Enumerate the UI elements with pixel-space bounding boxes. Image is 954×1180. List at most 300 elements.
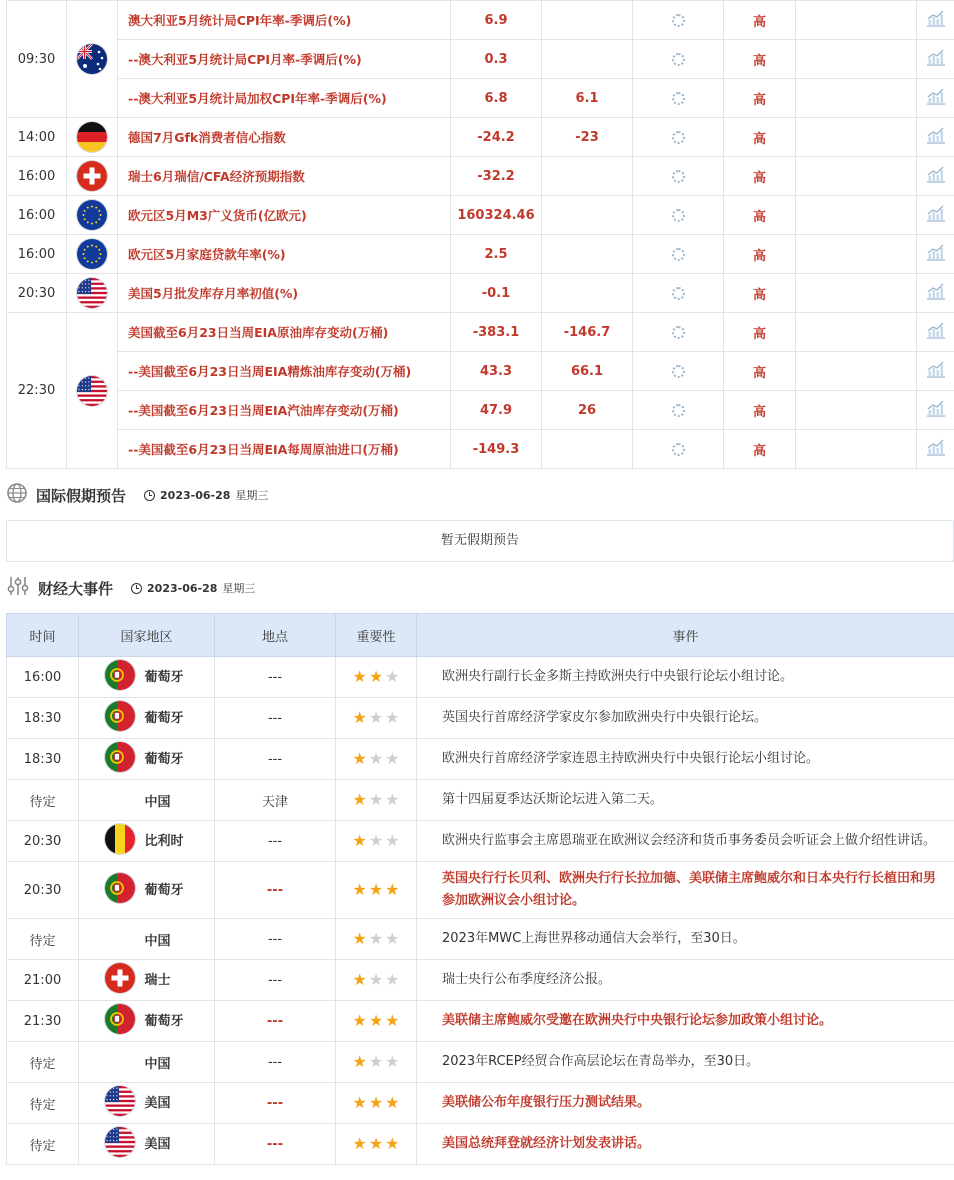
australia-flag-icon — [77, 44, 107, 74]
actual-value-pending — [633, 274, 724, 313]
importance-level: 高 — [724, 118, 796, 157]
star-icon: ★ — [385, 928, 400, 948]
usa-flag-icon — [77, 278, 107, 308]
country-flag — [67, 235, 118, 274]
event-importance — [336, 919, 417, 960]
chart-cell[interactable] — [917, 118, 954, 157]
star-icon: ★ — [352, 1133, 367, 1153]
loading-icon — [672, 209, 685, 222]
indicator-name[interactable]: 欧元区5月家庭贷款年率(%) — [118, 235, 451, 274]
events-weekday: 星期三 — [222, 582, 256, 595]
event-country — [79, 919, 215, 960]
actual-value-pending — [633, 196, 724, 235]
loading-icon — [672, 170, 685, 183]
event-importance — [336, 1083, 417, 1124]
loading-icon — [672, 92, 685, 105]
chart-icon[interactable] — [926, 399, 946, 421]
portugal-flag-icon — [105, 701, 135, 731]
indicator-row — [7, 391, 954, 430]
header-event: 事件 — [417, 614, 954, 657]
importance-stars — [352, 1133, 400, 1153]
forecast-value — [542, 430, 633, 469]
actual-value-pending — [633, 352, 724, 391]
indicator-row — [7, 352, 954, 391]
interpretation-cell — [796, 235, 917, 274]
star-icon: ★ — [352, 879, 367, 899]
holiday-weekday: 星期三 — [235, 489, 269, 502]
chart-icon[interactable] — [926, 360, 946, 382]
events-date — [131, 580, 255, 596]
event-row — [7, 1042, 954, 1083]
chart-cell[interactable] — [917, 40, 954, 79]
event-time: 20:30 — [7, 821, 79, 862]
star-icon: ★ — [385, 748, 400, 768]
star-icon: ★ — [352, 1010, 367, 1030]
indicator-name[interactable]: 德国7月Gfk消费者信心指数 — [118, 118, 451, 157]
holiday-section-title: 国际假期预告 — [36, 486, 127, 505]
indicator-name[interactable]: --美国截至6月23日当周EIA精炼油库存变动(万桶) — [118, 352, 451, 391]
indicator-row — [7, 118, 954, 157]
chart-cell[interactable] — [917, 391, 954, 430]
importance-stars — [352, 789, 400, 809]
forecast-value: -146.7 — [542, 313, 633, 352]
event-location: --- — [215, 739, 336, 780]
event-location: --- — [215, 1083, 336, 1124]
event-time: 20:30 — [7, 862, 79, 919]
star-icon: ★ — [368, 830, 384, 850]
holiday-date — [144, 487, 268, 503]
forecast-value — [542, 40, 633, 79]
loading-icon — [672, 365, 685, 378]
indicator-name[interactable]: --美国截至6月23日当周EIA汽油库存变动(万桶) — [118, 391, 451, 430]
interpretation-cell — [796, 157, 917, 196]
importance-level: 高 — [724, 274, 796, 313]
event-time: 待定 — [7, 780, 79, 821]
star-icon: ★ — [385, 707, 400, 727]
chart-cell[interactable] — [917, 235, 954, 274]
star-icon: ★ — [352, 707, 367, 727]
star-icon: ★ — [368, 707, 384, 727]
event-importance — [336, 1001, 417, 1042]
indicator-row — [7, 40, 954, 79]
holiday-section-header — [6, 480, 268, 510]
germany-flag-icon — [77, 122, 107, 152]
previous-value: -383.1 — [451, 313, 542, 352]
event-description: 美联储主席鲍威尔受邀在欧洲央行中央银行论坛参加政策小组讨论。 — [417, 1001, 954, 1042]
star-icon: ★ — [385, 1133, 400, 1153]
usa-flag-icon — [105, 1127, 135, 1157]
chart-cell[interactable] — [917, 1, 954, 40]
country-flag — [67, 274, 118, 313]
release-time: 20:30 — [7, 274, 67, 313]
actual-value-pending — [633, 1, 724, 40]
star-icon: ★ — [385, 789, 400, 809]
actual-value-pending — [633, 118, 724, 157]
loading-icon — [672, 404, 685, 417]
events-table — [6, 613, 954, 1165]
event-country — [79, 780, 215, 821]
chart-cell[interactable] — [917, 430, 954, 469]
events-section-title: 财经大事件 — [38, 579, 114, 598]
event-location: --- — [215, 919, 336, 960]
chart-cell[interactable] — [917, 352, 954, 391]
event-location: --- — [215, 1124, 336, 1165]
event-country — [79, 1124, 215, 1165]
event-importance — [336, 862, 417, 919]
country-flag — [67, 1, 118, 118]
indicator-name[interactable]: --澳大利亚5月统计局CPI月率-季调后(%) — [118, 40, 451, 79]
previous-value: 2.5 — [451, 235, 542, 274]
importance-level: 高 — [724, 1, 796, 40]
loading-icon — [672, 14, 685, 27]
event-time: 待定 — [7, 1042, 79, 1083]
forecast-value: -23 — [542, 118, 633, 157]
previous-value: 6.9 — [451, 1, 542, 40]
event-row — [7, 862, 954, 919]
header-country: 国家地区 — [79, 614, 215, 657]
indicator-row — [7, 313, 954, 352]
event-description: 英国央行行长贝利、欧洲央行行长拉加德、美联储主席鲍威尔和日本央行行长植田和男参加欧洲议会小组讨论。 — [417, 862, 954, 919]
country-name: 中国 — [144, 1056, 171, 1072]
importance-stars — [352, 830, 400, 850]
event-row — [7, 780, 954, 821]
star-icon: ★ — [385, 830, 400, 850]
chart-cell[interactable] — [917, 196, 954, 235]
portugal-flag-icon — [105, 742, 135, 772]
indicator-row — [7, 274, 954, 313]
event-description: 2023年RCEP经贸合作高层论坛在青岛举办，至30日。 — [417, 1042, 954, 1083]
event-country — [79, 1042, 215, 1083]
event-description: 美联储公布年度银行压力测试结果。 — [417, 1083, 954, 1124]
event-importance — [336, 657, 417, 698]
actual-value-pending — [633, 79, 724, 118]
portugal-flag-icon — [105, 873, 135, 903]
events-section-header — [6, 573, 255, 603]
chart-icon[interactable] — [926, 165, 946, 187]
chart-icon[interactable] — [926, 204, 946, 226]
event-location: --- — [215, 1042, 336, 1083]
forecast-value: 66.1 — [542, 352, 633, 391]
event-country — [79, 657, 215, 698]
star-icon: ★ — [385, 666, 400, 686]
event-location: --- — [215, 862, 336, 919]
event-row — [7, 821, 954, 862]
indicator-name[interactable]: 美国5月批发库存月率初值(%) — [118, 274, 451, 313]
importance-stars — [352, 666, 400, 686]
interpretation-cell — [796, 274, 917, 313]
importance-level: 高 — [724, 430, 796, 469]
importance-level: 高 — [724, 391, 796, 430]
event-location: --- — [215, 698, 336, 739]
event-description: 欧洲央行副行长金多斯主持欧洲央行中央银行论坛小组讨论。 — [417, 657, 954, 698]
indicator-name[interactable]: 美国截至6月23日当周EIA原油库存变动(万桶) — [118, 313, 451, 352]
star-icon: ★ — [368, 1051, 384, 1071]
event-time: 18:30 — [7, 739, 79, 780]
event-location: --- — [215, 821, 336, 862]
star-icon: ★ — [368, 1092, 384, 1112]
forecast-value — [542, 1, 633, 40]
interpretation-cell — [796, 79, 917, 118]
previous-value: -0.1 — [451, 274, 542, 313]
eu-flag-icon — [77, 200, 107, 230]
star-icon: ★ — [352, 748, 367, 768]
chart-cell[interactable] — [917, 313, 954, 352]
chart-icon[interactable] — [926, 126, 946, 148]
interpretation-cell — [796, 118, 917, 157]
release-time: 09:30 — [7, 1, 67, 118]
event-importance — [336, 821, 417, 862]
forecast-value: 6.1 — [542, 79, 633, 118]
star-icon: ★ — [368, 748, 384, 768]
event-time: 21:30 — [7, 1001, 79, 1042]
star-icon: ★ — [352, 830, 367, 850]
importance-stars — [352, 879, 400, 899]
star-icon: ★ — [385, 879, 400, 899]
indicator-row — [7, 157, 954, 196]
loading-icon — [672, 53, 685, 66]
previous-value: -32.2 — [451, 157, 542, 196]
economic-data-table — [6, 0, 954, 469]
star-icon: ★ — [385, 1051, 400, 1071]
event-country — [79, 739, 215, 780]
interpretation-cell — [796, 313, 917, 352]
interpretation-cell — [796, 1, 917, 40]
event-row — [7, 1083, 954, 1124]
loading-icon — [672, 443, 685, 456]
switzerland-flag-icon — [77, 161, 107, 191]
chart-icon[interactable] — [926, 9, 946, 31]
forecast-value — [542, 274, 633, 313]
star-icon: ★ — [368, 928, 384, 948]
importance-stars — [352, 707, 400, 727]
star-icon: ★ — [352, 969, 367, 989]
release-time: 14:00 — [7, 118, 67, 157]
event-description: 美国总统拜登就经济计划发表讲话。 — [417, 1124, 954, 1165]
chart-cell[interactable] — [917, 274, 954, 313]
loading-icon — [672, 287, 685, 300]
importance-level: 高 — [724, 352, 796, 391]
event-location: --- — [215, 657, 336, 698]
event-importance — [336, 1042, 417, 1083]
event-time: 待定 — [7, 1083, 79, 1124]
importance-level: 高 — [724, 313, 796, 352]
interpretation-cell — [796, 391, 917, 430]
event-time: 18:30 — [7, 698, 79, 739]
event-row — [7, 919, 954, 960]
country-name: 瑞士 — [144, 972, 171, 988]
country-flag — [67, 157, 118, 196]
event-location: --- — [215, 960, 336, 1001]
country-name: 中国 — [144, 933, 171, 949]
interpretation-cell — [796, 40, 917, 79]
interpretation-cell — [796, 196, 917, 235]
actual-value-pending — [633, 235, 724, 274]
actual-value-pending — [633, 430, 724, 469]
previous-value: 0.3 — [451, 40, 542, 79]
actual-value-pending — [633, 391, 724, 430]
star-icon: ★ — [352, 1051, 367, 1071]
country-name: 美国 — [144, 1136, 171, 1152]
portugal-flag-icon — [105, 1004, 135, 1034]
header-location: 地点 — [215, 614, 336, 657]
star-icon: ★ — [352, 666, 367, 686]
release-time: 16:00 — [7, 196, 67, 235]
loading-icon — [672, 248, 685, 261]
event-time: 21:00 — [7, 960, 79, 1001]
clock-icon — [144, 490, 155, 501]
star-icon: ★ — [352, 928, 367, 948]
interpretation-cell — [796, 352, 917, 391]
indicator-row — [7, 1, 954, 40]
events-table-header — [7, 614, 954, 657]
release-time: 22:30 — [7, 313, 67, 469]
event-description: 欧洲央行首席经济学家连恩主持欧洲央行中央银行论坛小组讨论。 — [417, 739, 954, 780]
loading-icon — [672, 326, 685, 339]
event-row — [7, 960, 954, 1001]
event-description: 2023年MWC上海世界移动通信大会举行，至30日。 — [417, 919, 954, 960]
event-location: 天津 — [215, 780, 336, 821]
event-row — [7, 698, 954, 739]
previous-value: 6.8 — [451, 79, 542, 118]
usa-flag-icon — [77, 376, 107, 406]
globe-icon — [6, 482, 28, 508]
event-time: 待定 — [7, 1124, 79, 1165]
event-description: 瑞士央行公布季度经济公报。 — [417, 960, 954, 1001]
indicator-name[interactable]: --澳大利亚5月统计局加权CPI年率-季调后(%) — [118, 79, 451, 118]
previous-value: 43.3 — [451, 352, 542, 391]
star-icon: ★ — [368, 1133, 384, 1153]
forecast-value — [542, 157, 633, 196]
importance-level: 高 — [724, 235, 796, 274]
event-importance — [336, 960, 417, 1001]
portugal-flag-icon — [105, 660, 135, 690]
actual-value-pending — [633, 313, 724, 352]
star-icon: ★ — [368, 969, 384, 989]
importance-level: 高 — [724, 79, 796, 118]
chart-icon[interactable] — [926, 282, 946, 304]
release-time: 16:00 — [7, 157, 67, 196]
actual-value-pending — [633, 40, 724, 79]
header-time: 时间 — [7, 614, 79, 657]
event-row — [7, 1001, 954, 1042]
importance-level: 高 — [724, 40, 796, 79]
event-description: 第十四届夏季达沃斯论坛进入第二天。 — [417, 780, 954, 821]
country-name: 葡萄牙 — [144, 882, 184, 898]
country-name: 葡萄牙 — [144, 710, 184, 726]
actual-value-pending — [633, 157, 724, 196]
importance-level: 高 — [724, 157, 796, 196]
previous-value: -149.3 — [451, 430, 542, 469]
event-importance — [336, 739, 417, 780]
importance-stars — [352, 748, 400, 768]
star-icon: ★ — [352, 789, 367, 809]
star-icon: ★ — [385, 1010, 400, 1030]
star-icon: ★ — [352, 1092, 367, 1112]
holiday-empty-message: 暂无假期预告 — [6, 520, 954, 562]
country-name: 葡萄牙 — [144, 1013, 184, 1029]
star-icon: ★ — [368, 879, 384, 899]
event-country — [79, 862, 215, 919]
star-icon: ★ — [368, 666, 384, 686]
chart-icon[interactable] — [926, 48, 946, 70]
chart-icon[interactable] — [926, 321, 946, 343]
switzerland-flag-icon — [105, 963, 135, 993]
indicator-row — [7, 196, 954, 235]
importance-level: 高 — [724, 196, 796, 235]
event-importance — [336, 780, 417, 821]
event-country — [79, 1083, 215, 1124]
event-time: 待定 — [7, 919, 79, 960]
indicator-name[interactable]: 欧元区5月M3广义货币(亿欧元) — [118, 196, 451, 235]
event-row — [7, 1124, 954, 1165]
country-name: 比利时 — [144, 833, 184, 849]
interpretation-cell — [796, 430, 917, 469]
event-importance — [336, 1124, 417, 1165]
chart-cell[interactable] — [917, 157, 954, 196]
release-time: 16:00 — [7, 235, 67, 274]
header-importance: 重要性 — [336, 614, 417, 657]
chart-icon[interactable] — [926, 87, 946, 109]
event-time: 16:00 — [7, 657, 79, 698]
indicator-row — [7, 430, 954, 469]
country-flag — [67, 118, 118, 157]
event-country — [79, 1001, 215, 1042]
chart-icon[interactable] — [926, 438, 946, 460]
country-flag — [67, 196, 118, 235]
previous-value: 47.9 — [451, 391, 542, 430]
indicator-row — [7, 79, 954, 118]
chart-icon[interactable] — [926, 243, 946, 265]
country-flag — [67, 313, 118, 469]
indicator-name[interactable]: --美国截至6月23日当周EIA每周原油进口(万桶) — [118, 430, 451, 469]
eu-flag-icon — [77, 239, 107, 269]
forecast-value — [542, 235, 633, 274]
indicator-name[interactable]: 澳大利亚5月统计局CPI年率-季调后(%) — [118, 1, 451, 40]
clock-icon — [131, 583, 142, 594]
country-name: 葡萄牙 — [144, 669, 184, 685]
forecast-value — [542, 196, 633, 235]
importance-stars — [352, 1092, 400, 1112]
event-description: 欧洲央行监事会主席恩瑞亚在欧洲议会经济和货币事务委员会听证会上做介绍性讲话。 — [417, 821, 954, 862]
event-description: 英国央行首席经济学家皮尔参加欧洲央行中央银行论坛。 — [417, 698, 954, 739]
forecast-value: 26 — [542, 391, 633, 430]
star-icon: ★ — [368, 789, 384, 809]
importance-stars — [352, 928, 400, 948]
event-country — [79, 698, 215, 739]
importance-stars — [352, 1010, 400, 1030]
country-name: 中国 — [144, 794, 171, 810]
previous-value: 160324.46 — [451, 196, 542, 235]
event-country — [79, 960, 215, 1001]
country-name: 美国 — [144, 1095, 171, 1111]
previous-value: -24.2 — [451, 118, 542, 157]
usa-flag-icon — [105, 1086, 135, 1116]
events-date-value: 2023-06-28 — [147, 581, 218, 595]
event-country — [79, 821, 215, 862]
loading-icon — [672, 131, 685, 144]
indicator-name[interactable]: 瑞士6月瑞信/CFA经济预期指数 — [118, 157, 451, 196]
belgium-flag-icon — [105, 824, 135, 854]
indicator-row — [7, 235, 954, 274]
star-icon: ★ — [385, 1092, 400, 1112]
country-name: 葡萄牙 — [144, 751, 184, 767]
chart-cell[interactable] — [917, 79, 954, 118]
importance-stars — [352, 1051, 400, 1071]
star-icon: ★ — [368, 1010, 384, 1030]
event-importance — [336, 698, 417, 739]
star-icon: ★ — [385, 969, 400, 989]
event-row — [7, 657, 954, 698]
